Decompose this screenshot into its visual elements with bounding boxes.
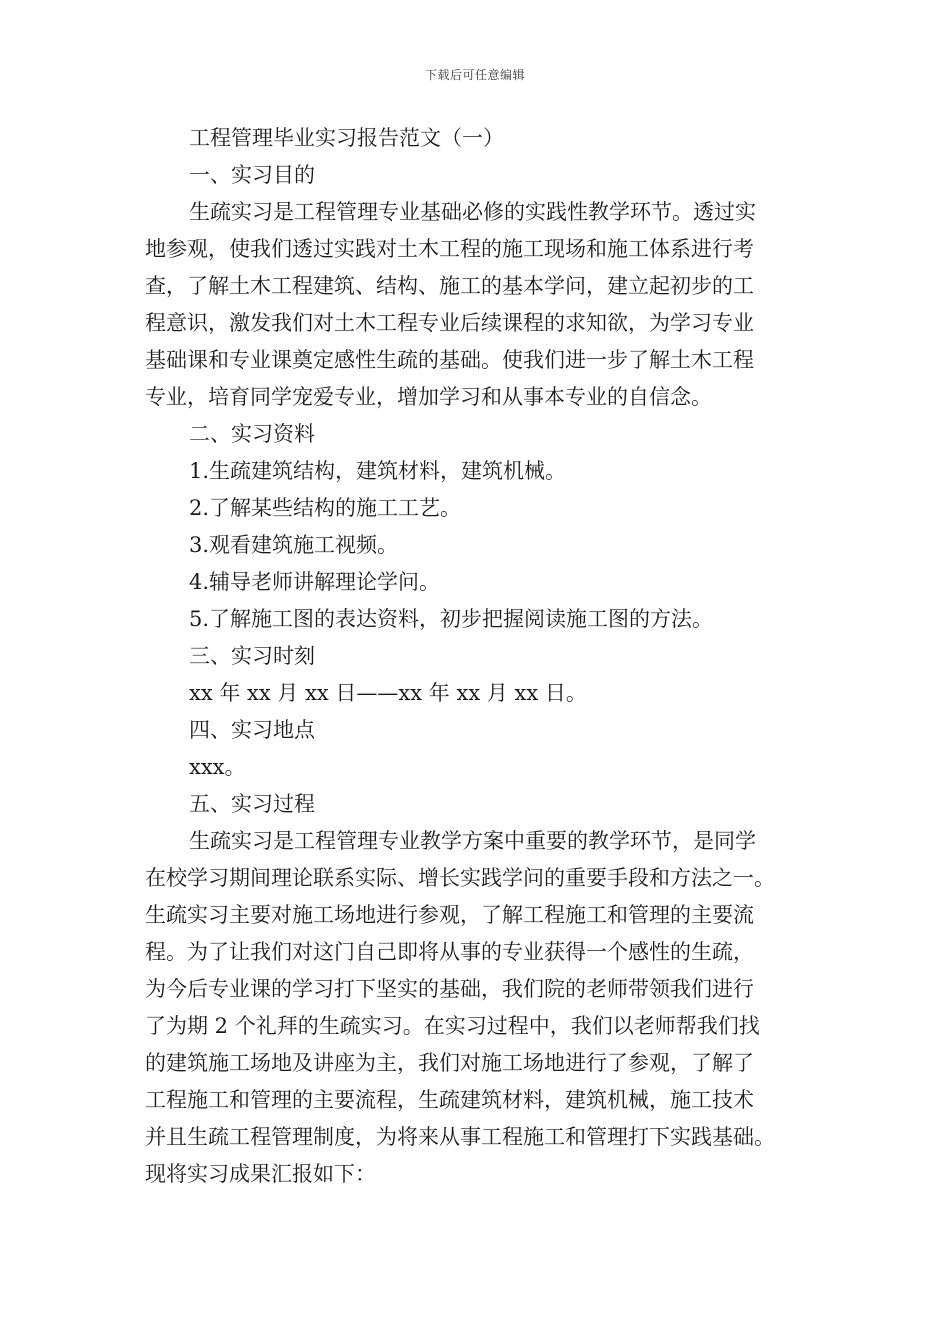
paragraph-line: 生疏实习主要对施工场地进行参观，了解工程施工和管理的主要流 [145,903,754,927]
paragraph-line: 专业，培育同学宠爱专业，增加学习和从事本专业的自信念。 [145,385,712,409]
paragraph-line: 查，了解土木工程建筑、结构、施工的基本学问，建立起初步的工 [145,274,754,298]
paragraph-line: 并且生疏工程管理制度，为将来从事工程施工和管理打下实践基础。 [145,1125,775,1149]
paragraph-line: 为今后专业课的学习打下坚实的基础，我们院的老师带领我们进行 [145,977,754,1001]
paragraph-line: 基础课和专业课奠定感性生疏的基础。使我们进一步了解土木工程 [145,348,754,372]
paragraph-line: 生疏实习是工程管理专业教学方案中重要的教学环节，是同学 [189,829,756,853]
list-item: 5.了解施工图的表达资料，初步把握阅读施工图的方法。 [189,607,714,631]
section-text-time: xx 年 xx 月 xx 日——xx 年 xx 月 xx 日。 [189,681,587,705]
paragraph-line: 程意识，激发我们对土木工程专业后续课程的求知欲，为学习专业 [145,311,754,335]
list-item: 2.了解某些结构的施工工艺。 [189,496,462,520]
paragraph-line: 在校学习期间理论联系实际、增长实践学问的重要手段和方法之一。 [145,866,775,890]
section-text-location: xxx。 [189,755,246,779]
paragraph-line: 生疏实习是工程管理专业基础必修的实践性教学环节。透过实 [189,200,756,224]
paragraph-line: 的建筑施工场地及讲座为主，我们对施工场地进行了参观，了解了 [145,1051,754,1075]
paragraph-line: 了为期 2 个礼拜的生疏实习。在实习过程中，我们以老师帮我们找 [145,1014,760,1038]
section-heading-process: 五、实习过程 [189,792,315,816]
page-header-note: 下载后可任意编辑 [424,68,525,82]
paragraph-line: 工程施工和管理的主要流程，生疏建筑材料，建筑机械，施工技术 [145,1088,754,1112]
section-heading-materials: 二、实习资料 [189,422,315,446]
paragraph-line: 地参观，使我们透过实践对土木工程的施工现场和施工体系进行考 [145,237,754,261]
list-item: 1.生疏建筑结构，建筑材料，建筑机械。 [189,459,567,483]
list-item: 4.辅导老师讲解理论学问。 [189,570,441,594]
document-body [145,120,817,1193]
list-item: 3.观看建筑施工视频。 [189,533,399,557]
paragraph-line: 程。为了让我们对这门自己即将从事的专业获得一个感性的生疏， [145,940,754,964]
paragraph-line: 现将实习成果汇报如下： [145,1162,376,1186]
section-heading-time: 三、实习时刻 [189,644,315,668]
document-title: 工程管理毕业实习报告范文（一） [189,126,504,150]
section-heading-location: 四、实习地点 [189,718,315,742]
section-heading-purpose: 一、实习目的 [189,163,315,187]
